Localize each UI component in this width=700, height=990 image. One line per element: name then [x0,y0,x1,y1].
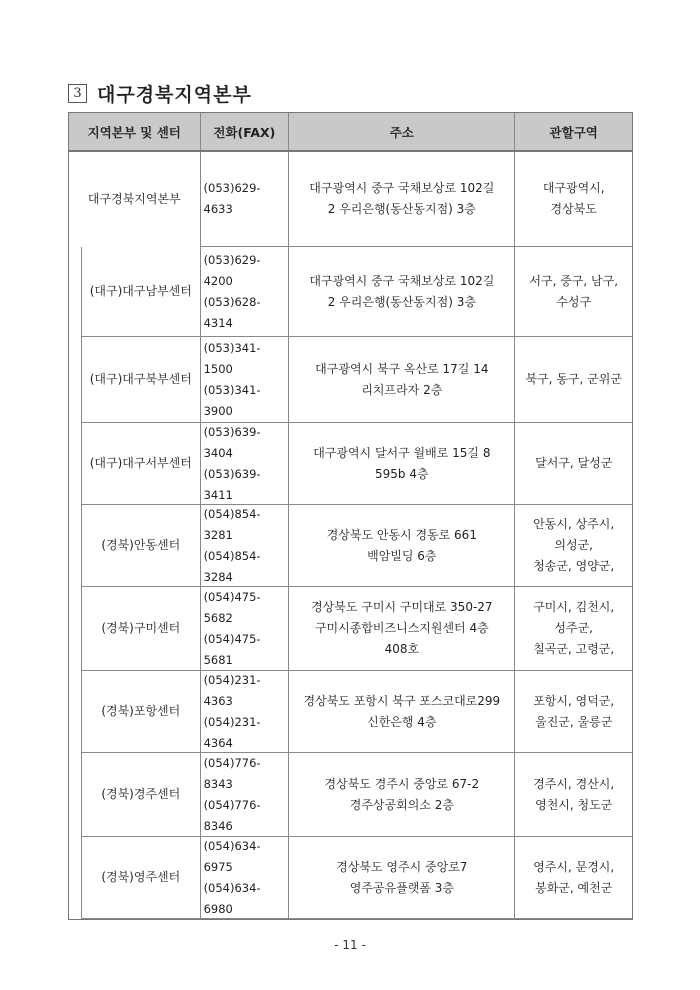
center-name: 대구경북지역본부 [87,192,181,206]
address-line: 대구광역시 북구 옥산로 17길 14 [315,361,489,376]
address-line: 2 우리은행(동산동지점) 3층 [327,294,476,309]
header-phone: 전화(FAX) [201,113,290,150]
center-name-cell [69,152,201,247]
jurisdiction-cell [515,247,632,337]
table-row [68,671,633,753]
address-line: 리치프라자 2층 [361,382,443,397]
address-cell [289,587,515,671]
address-line: 408호 [384,642,420,656]
phone-number: (053)341-3900 [203,382,261,418]
phone-cell [201,837,290,919]
phone-number: (054)231-4364 [203,714,261,750]
page-number: - 11 - [334,938,366,952]
address-line: 경주상공회의소 2층 [349,797,454,812]
jurisdiction-line: 북구, 동구, 군위군 [525,372,622,386]
address-line: 경상북도 안동시 경동로 661 [326,527,477,542]
jurisdiction-line: 수성구 [556,294,592,309]
phone-cell [201,671,290,753]
section-title: 대구경북지역본부 [97,84,252,106]
jurisdiction-line: 봉화군, 예천군 [535,880,613,895]
address-line: 경상북도 구미시 구미대로 350-27 [311,600,493,614]
phone-number: (053)629-4633 [203,181,261,216]
table-row [68,152,633,247]
jurisdiction-cell [515,837,632,919]
jurisdiction-line: 영주시, 문경시, [533,859,615,874]
header-jurisdiction: 관할구역 [549,124,598,140]
phone-number: (054)854-3284 [203,548,261,584]
jurisdiction-line: 구미시, 김천시, [533,600,615,614]
address-cell [289,837,515,919]
address-cell [289,753,515,837]
table-body [68,152,633,920]
phone-number: (053)639-3404 [203,424,261,460]
jurisdiction-line: 포항시, 영덕군, [533,693,615,708]
jurisdiction-line: 의성군, [554,538,593,552]
center-name: (경북)영주센터 [101,870,181,884]
center-name: (경북)포항센터 [101,704,181,718]
table-row [68,837,633,920]
center-name: (대구)대구서부센터 [89,456,192,470]
phone-cell [201,505,290,587]
table-row [68,753,633,837]
jurisdiction-cell [515,587,632,671]
jurisdiction-line: 대구광역시, [542,181,605,195]
table-header-row [68,112,633,152]
jurisdiction-line: 울진군, 울릉군 [535,714,613,729]
jurisdiction-line: 칠곡군, 고령군, [533,642,615,656]
table-row [68,247,633,337]
phone-cell [201,587,290,671]
address-line: 595b 4층 [375,466,429,481]
jurisdiction-cell [515,423,632,505]
table-row [68,337,633,423]
jurisdiction-line: 경상북도 [550,202,597,216]
phone-number: (054)634-6975 [203,838,261,874]
address-line: 대구광역시 달서구 월배로 15길 8 [313,445,491,460]
jurisdiction-line: 청송군, 영양군, [533,559,615,573]
jurisdiction-cell [515,753,632,837]
phone-cell [201,423,290,505]
address-line: 영주공유플랫폼 3층 [349,880,454,895]
address-line: 경상북도 포항시 북구 포스코대로299 [303,693,501,708]
address-line: 대구광역시 중구 국채보상로 102길 [309,273,495,288]
address-line: 대구광역시 중구 국채보상로 102길 [309,181,495,195]
address-line: 경상북도 영주시 중앙로7 [336,859,468,874]
address-line: 경상북도 경주시 중앙로 67-2 [324,776,480,791]
phone-number: (054)854-3281 [203,506,261,542]
jurisdiction-line: 안동시, 상주시, [533,517,615,531]
phone-cell [201,247,290,337]
jurisdiction-cell [515,337,632,423]
address-cell [289,671,515,753]
address-line: 백암빌딩 6층 [367,548,437,563]
phone-number: (054)634-6980 [203,880,261,916]
phone-number: (053)628-4314 [203,294,261,330]
jurisdiction-line: 달서구, 달성군 [535,456,613,470]
phone-number: (054)475-5681 [203,631,261,667]
address-line: 2 우리은행(동산동지점) 3층 [327,202,476,216]
phone-number: (053)629-4200 [203,252,261,288]
jurisdiction-cell [515,152,632,247]
phone-number: (053)341-1500 [203,340,261,376]
center-name: (대구)대구남부센터 [89,284,192,298]
office-directory-table [68,112,633,920]
address-cell [289,247,515,337]
address-cell [289,423,515,505]
table-row [68,505,633,587]
center-name-cell [81,753,201,837]
center-name-cell [81,837,201,919]
phone-cell [201,337,290,423]
phone-number: (054)231-4363 [203,672,261,708]
address-cell [289,337,515,423]
address-cell [289,505,515,587]
jurisdiction-line: 경주시, 경산시, [533,776,615,791]
address-cell [289,152,515,247]
phone-cell [201,753,290,837]
section-number-box: 3 [68,84,87,103]
center-name-cell [81,587,201,671]
section-heading [68,80,252,107]
jurisdiction-cell [515,671,632,753]
table-row [68,423,633,505]
center-name-cell [81,505,201,587]
table-row [68,587,633,671]
phone-number: (054)776-8346 [203,797,261,833]
address-line: 구미시종합비즈니스지원센터 4층 [314,621,489,635]
address-line: 신한은행 4층 [367,714,437,729]
center-name: (대구)대구북부센터 [89,372,192,386]
center-name-cell [81,423,201,505]
jurisdiction-cell [515,505,632,587]
phone-number: (054)776-8343 [203,755,261,791]
center-name-cell [81,671,201,753]
center-name-cell [81,337,201,423]
jurisdiction-line: 성주군, [554,621,593,635]
center-name: (경북)안동센터 [101,538,181,552]
phone-number: (053)639-3411 [203,466,261,502]
phone-cell [201,152,290,247]
center-name: (경북)구미센터 [101,621,181,635]
center-name: (경북)경주센터 [101,787,181,801]
jurisdiction-line: 영천시, 청도군 [535,797,613,812]
center-name-cell [81,247,201,337]
jurisdiction-line: 서구, 중구, 남구, [529,273,619,288]
phone-number: (054)475-5682 [203,589,261,625]
header-address: 주소 [289,113,515,150]
header-center: 지역본부 및 센터 [69,113,201,150]
